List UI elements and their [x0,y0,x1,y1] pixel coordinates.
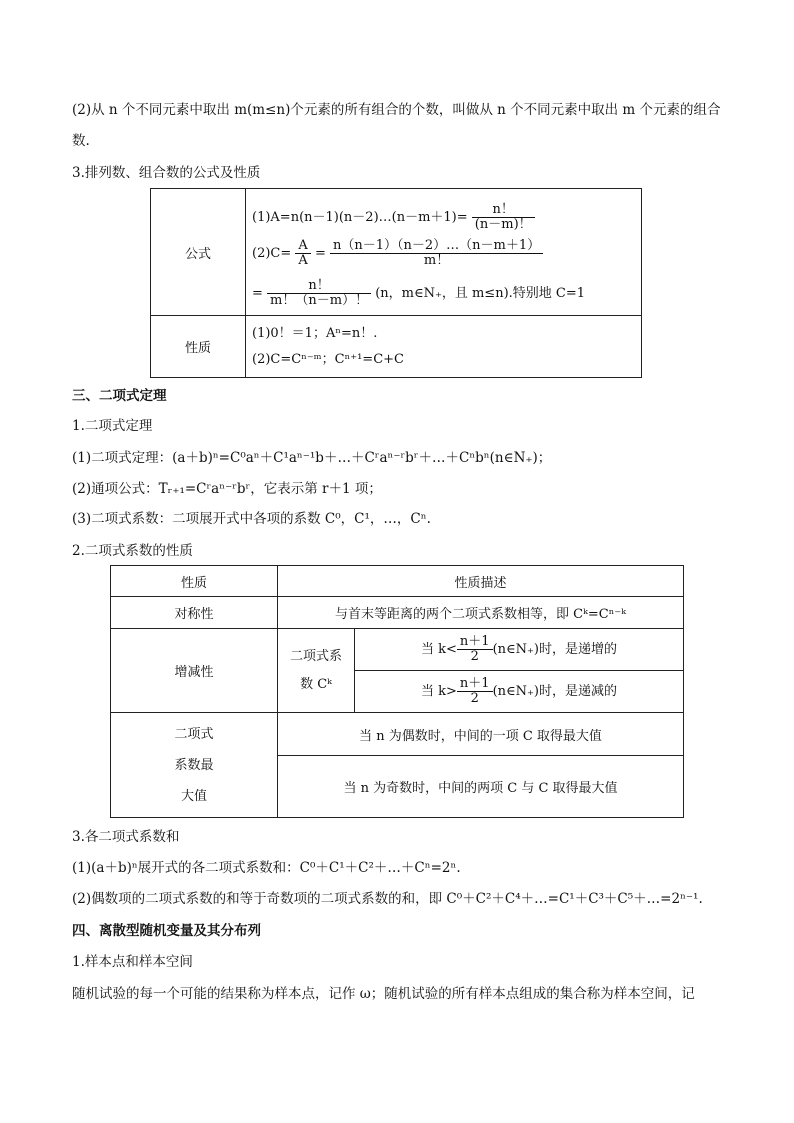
table1-property-label: 性质 [151,316,246,378]
table2-even-max-desc: 当 n 为偶数时，中间的一项 C 取得最大值 [278,713,684,756]
formula-1-fraction [472,203,535,232]
maximum-label-2: 系数最 [174,757,214,773]
frac4-num: n！ [267,279,371,294]
table1-formula-cell [246,189,642,316]
table1-formula-label: 公式 [151,189,246,316]
maximum-label-3: 大值 [180,788,207,804]
table2-monotonic-sub [278,629,355,713]
decreasing-pre: 当 k> [421,684,457,699]
frac1-den: (n－m)！ [474,217,532,232]
coefficient-properties-table [110,565,684,818]
property-line-1: (1)0！＝1；Aⁿ=n！. [252,325,378,341]
section-3-title: 3.排列数、组合数的公式及性质 [72,165,261,181]
increasing-num: n＋1 [457,635,493,650]
monotonic-sub-line-2: 数 Cᵏ [300,676,332,692]
table2-decreasing-desc [355,671,684,713]
property-line-2: (2)C=Cⁿ⁻ᵐ；Cⁿ⁺¹=C+C [252,351,404,367]
frac2-num: A [295,239,310,254]
table1-property-cell [246,316,642,378]
formula-2-text: (2)C= [252,246,292,261]
maximum-label-1: 二项式 [174,726,214,742]
heading-binomial: 三、二项式定理 [72,388,167,404]
frac2-den: A [298,253,308,268]
decreasing-post: (n∈N₊)时，是递减的 [492,684,617,699]
table2-monotonic-label: 增减性 [111,629,278,713]
formula-line-3 [252,279,585,308]
binomial-theorem-line: (1)二项式定理：(a＋b)ⁿ=C⁰aⁿ＋C¹aⁿ⁻¹b＋…＋Cʳaⁿ⁻ʳbʳ＋…＋Cⁿbⁿ(n∈N₊)； [72,450,552,466]
formula-2-fraction-a [295,239,310,268]
table2-header-property: 性质 [111,566,278,597]
subheading-binomial-theorem: 1.二项式定理 [72,418,153,434]
formula-1-text: (1)A=n(n－1)(n－2)…(n－m＋1)= [252,210,468,225]
intro-line-1: (2)从 n 个不同元素中取出 m(m≤n)个元素的所有组合的个数，叫做从 n 个不同元素中取出 m 个元素的组合 [72,102,721,118]
subheading-coefficient-properties: 2.二项式系数的性质 [72,543,193,559]
table2-increasing-desc [355,629,684,671]
increasing-fraction [457,635,493,664]
coefficient-sum-line-2: (2)偶数项的二项式系数的和等于奇数项的二项式系数的和，即 C⁰＋C²＋C⁴＋…=C¹＋C³＋C⁵＋…=2ⁿ⁻¹. [72,891,703,907]
increasing-post: (n∈N₊)时，是递增的 [492,642,617,657]
sample-space-definition: 随机试验的每一个可能的结果称为样本点，记作 ω；随机试验的所有样本点组成的集合称为样本空间，记 [72,986,695,1002]
increasing-pre: 当 k< [421,642,457,657]
table2-symmetry-label: 对称性 [111,597,278,629]
general-term-line: (2)通项公式：Tᵣ₊₁=Cʳaⁿ⁻ʳbʳ，它表示第 r＋1 项； [72,481,382,497]
formula-3-post: (n，m∈N₊，且 m≤n).特别地 C=1 [375,286,586,301]
monotonic-sub-line-1: 二项式系 [289,648,342,664]
frac4-den: m！（n－m）！ [270,293,369,308]
frac3-den: m！ [423,253,450,268]
table2-maximum-label [111,713,278,818]
decreasing-fraction [457,677,493,706]
frac1-num: n！ [472,203,535,218]
permutation-formula-table [150,188,642,378]
decreasing-num: n＋1 [457,677,493,692]
table2-header-description: 性质描述 [278,566,684,597]
intro-line-2: 数. [72,133,90,149]
heading-random-variable: 四、离散型随机变量及其分布列 [72,923,261,939]
formula-line-2: (2)C= $\frac{A}{A}$ = $\frac{n(n-1)(n-2)\dots(n-m+1)}{m!}$ [252,239,543,268]
subheading-sample-space: 1.样本点和样本空间 [72,954,193,970]
decreasing-den: 2 [470,691,479,706]
increasing-den: 2 [470,649,479,664]
binomial-coefficient-line: (3)二项式系数：二项展开式中各项的系数 C⁰，C¹，…，Cⁿ. [72,511,431,527]
table2-odd-max-desc: 当 n 为奇数时，中间的两项 C 与 C 取得最大值 [278,756,684,818]
formula-2-fraction-b [330,239,543,268]
coefficient-sum-line-1: (1)(a＋b)ⁿ展开式的各二项式系数和：C⁰＋C¹＋C²＋…＋Cⁿ=2ⁿ. [72,860,461,876]
formula-3-eq: = [252,286,263,301]
table2-symmetry-desc: 与首末等距离的两个二项式系数相等，即 Cᵏ=Cⁿ⁻ᵏ [278,597,684,629]
subheading-coefficient-sum: 3.各二项式系数和 [72,829,180,845]
formula-line-1 [252,203,535,232]
formula-3-fraction [267,279,371,308]
frac3-num: n（n－1）（n－2）…（n－m＋1） [330,239,543,254]
